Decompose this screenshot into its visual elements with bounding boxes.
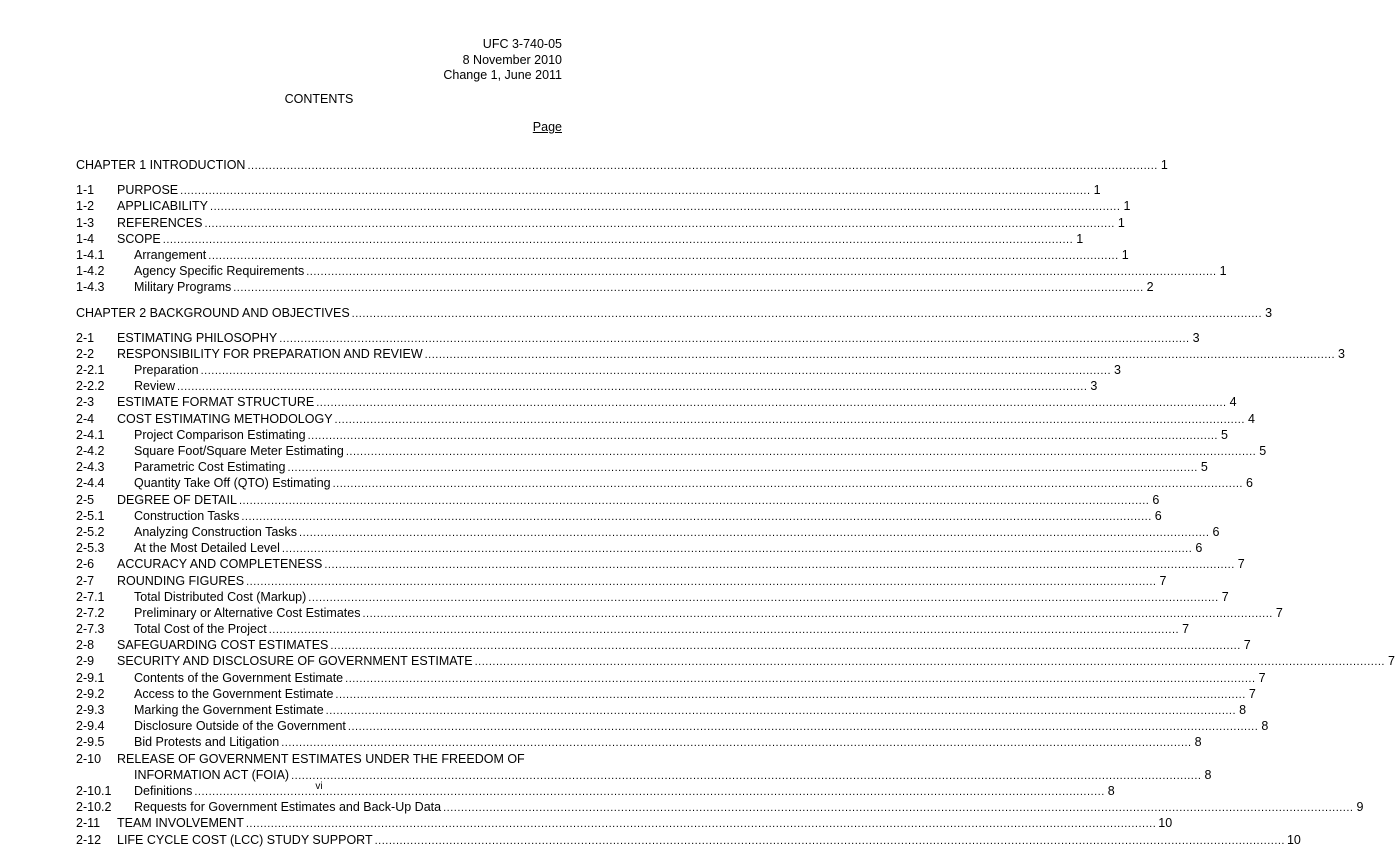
toc-page-number: 3 bbox=[1265, 305, 1273, 320]
dot-leader bbox=[241, 509, 1151, 525]
toc-entry[interactable] bbox=[76, 215, 1125, 231]
toc-section-number: 1-4.2 bbox=[76, 264, 105, 279]
toc-entry[interactable] bbox=[76, 718, 1269, 734]
toc-page-number: 7 bbox=[1388, 654, 1395, 669]
toc-entry-title: Arrangement bbox=[134, 247, 207, 262]
toc-page-number: 5 bbox=[1259, 444, 1267, 458]
toc-page-number: 4 bbox=[1229, 395, 1237, 410]
toc-entry-title: ACCURACY AND COMPLETENESS bbox=[117, 557, 323, 572]
change-notice: Change 1, June 2011 bbox=[443, 68, 562, 82]
toc-entry[interactable] bbox=[76, 475, 1253, 491]
toc-entry-title: CHAPTER 1 INTRODUCTION bbox=[76, 158, 246, 172]
dot-leader bbox=[346, 444, 1256, 460]
toc-section-number: 2-11 bbox=[76, 816, 101, 831]
toc-entry[interactable] bbox=[76, 231, 1084, 247]
toc-entry[interactable] bbox=[76, 832, 1301, 848]
toc-page-number: 4 bbox=[1247, 411, 1255, 426]
toc-section-number: 2-5.1 bbox=[76, 508, 105, 523]
toc-entry-title: Marking the Government Estimate bbox=[134, 703, 324, 717]
toc-entry-title: Preliminary or Alternative Cost Estimates bbox=[134, 605, 361, 620]
toc-entry[interactable] bbox=[76, 589, 1229, 605]
toc-entry-title: Contents of the Government Estimate bbox=[134, 670, 344, 685]
toc-page-number: 7 bbox=[1275, 605, 1283, 620]
toc-page-number: 6 bbox=[1212, 524, 1220, 539]
dot-leader bbox=[299, 525, 1209, 541]
toc-section-number: 2-10.2 bbox=[76, 800, 112, 815]
toc-page-number: 5 bbox=[1200, 460, 1208, 475]
toc-entry[interactable] bbox=[76, 362, 1121, 378]
toc-entry-title: At the Most Detailed Level bbox=[134, 541, 280, 556]
toc-entry[interactable] bbox=[76, 815, 1173, 831]
toc-section-number: 2-10.1 bbox=[76, 783, 112, 798]
toc-section-number: 2-5.3 bbox=[76, 541, 105, 556]
toc-entry[interactable] bbox=[76, 198, 1131, 214]
toc-entry-title: SECURITY AND DISCLOSURE OF GOVERNMENT ESTIMATE bbox=[117, 654, 473, 669]
toc-section-number: 2-2 bbox=[76, 346, 95, 361]
toc-entry-title: RESPONSIBILITY FOR PREPARATION AND REVIEW bbox=[117, 346, 423, 361]
dot-leader bbox=[208, 248, 1118, 264]
dot-leader bbox=[247, 158, 1157, 174]
toc-section-number: 2-5 bbox=[76, 492, 95, 507]
dot-leader bbox=[335, 412, 1245, 428]
document-date: 8 November 2010 bbox=[462, 53, 562, 67]
toc-page-number: 5 bbox=[1221, 427, 1228, 442]
toc-section-number: 2-12 bbox=[76, 832, 102, 847]
toc-entry-title: Requests for Government Estimates and Back-Up Data bbox=[134, 800, 442, 815]
toc-page-number: 9 bbox=[1356, 800, 1364, 815]
toc-section-number: 2-7 bbox=[76, 573, 95, 588]
dot-leader bbox=[308, 428, 1218, 444]
toc-page-number: 7 bbox=[1237, 557, 1245, 572]
toc-entry-title: SAFEGUARDING COST ESTIMATES bbox=[117, 638, 329, 653]
toc-entry[interactable] bbox=[76, 573, 1167, 589]
table-of-contents bbox=[76, 148, 1395, 848]
toc-entry[interactable] bbox=[76, 346, 1345, 362]
toc-entry-title: Bid Protests and Litigation bbox=[134, 735, 280, 750]
dot-leader bbox=[204, 216, 1114, 232]
dot-leader bbox=[233, 280, 1143, 296]
toc-section-number: 2-10 bbox=[76, 751, 102, 766]
toc-section-number: 2-6 bbox=[76, 557, 95, 572]
toc-page-number: 1 bbox=[1076, 231, 1084, 246]
dot-leader bbox=[306, 264, 1216, 280]
toc-entry[interactable] bbox=[76, 751, 562, 767]
toc-entry[interactable] bbox=[76, 637, 1251, 653]
dot-leader bbox=[443, 800, 1353, 816]
dot-leader bbox=[282, 541, 1192, 557]
toc-page-number: 1 bbox=[1093, 183, 1101, 198]
toc-page-number: 1 bbox=[1219, 264, 1227, 279]
dot-leader bbox=[335, 687, 1245, 703]
toc-page-number: 1 bbox=[1121, 247, 1129, 262]
toc-section-number: 1-4.3 bbox=[76, 280, 105, 295]
dot-leader bbox=[210, 199, 1120, 215]
toc-entry-title: Project Comparison Estimating bbox=[134, 427, 306, 442]
toc-page-number: 6 bbox=[1246, 476, 1253, 491]
toc-entry-title: Quantity Take Off (QTO) Estimating bbox=[134, 476, 331, 491]
toc-entry[interactable] bbox=[76, 263, 1227, 279]
toc-entry[interactable] bbox=[76, 686, 1256, 702]
toc-entry[interactable] bbox=[76, 734, 1202, 750]
toc-entry[interactable] bbox=[76, 247, 1129, 263]
dot-leader bbox=[246, 574, 1156, 590]
toc-entry[interactable] bbox=[76, 670, 1266, 686]
toc-entry-title: Military Programs bbox=[134, 280, 232, 295]
toc-entry-title: Construction Tasks bbox=[134, 508, 240, 523]
toc-page-number: 3 bbox=[1192, 330, 1200, 345]
toc-entry[interactable] bbox=[76, 427, 1228, 443]
toc-entry[interactable] bbox=[76, 378, 1098, 394]
toc-entry[interactable] bbox=[76, 605, 1283, 621]
dot-leader bbox=[330, 638, 1240, 654]
toc-section-number: 2-8 bbox=[76, 638, 95, 653]
toc-entry[interactable] bbox=[76, 799, 1364, 815]
dot-leader bbox=[177, 379, 1087, 395]
dot-leader bbox=[375, 833, 1285, 849]
toc-entry-title: Total Distributed Cost (Markup) bbox=[134, 589, 307, 604]
toc-page-number: 3 bbox=[1090, 379, 1098, 394]
toc-entry[interactable] bbox=[76, 279, 1154, 295]
toc-page-number: 10 bbox=[1286, 832, 1301, 847]
toc-chapter-entry[interactable] bbox=[76, 157, 1168, 173]
page-number: vi bbox=[315, 781, 323, 792]
toc-entry-title: Disclosure Outside of the Government bbox=[134, 719, 346, 734]
dot-leader bbox=[362, 606, 1272, 622]
toc-entry-title: Agency Specific Requirements bbox=[134, 264, 305, 279]
toc-section-number: 2-9.3 bbox=[76, 703, 105, 717]
dot-leader bbox=[316, 395, 1226, 411]
toc-entry-title: ROUNDING FIGURES bbox=[117, 573, 245, 588]
toc-entry-title: Preparation bbox=[134, 363, 199, 378]
dot-leader bbox=[201, 363, 1111, 379]
toc-entry-title: TEAM INVOLVEMENT bbox=[117, 816, 244, 831]
toc-entry[interactable] bbox=[76, 492, 1160, 508]
toc-entry[interactable] bbox=[76, 702, 1247, 718]
toc-entry[interactable] bbox=[76, 653, 1395, 669]
toc-entry-title: APPLICABILITY bbox=[117, 199, 209, 214]
toc-page-number: 8 bbox=[1204, 767, 1212, 782]
toc-entry[interactable] bbox=[76, 524, 1220, 540]
toc-page-number: 8 bbox=[1239, 703, 1247, 717]
toc-entry-title: Access to the Government Estimate bbox=[134, 686, 334, 701]
toc-page-number: 6 bbox=[1152, 492, 1160, 507]
toc-section-number: 1-3 bbox=[76, 215, 95, 230]
toc-page-number: 1 bbox=[1123, 199, 1131, 214]
toc-entry-title: CHAPTER 2 BACKGROUND AND OBJECTIVES bbox=[76, 305, 350, 320]
toc-page-number: 1 bbox=[1117, 215, 1125, 230]
toc-entry[interactable] bbox=[76, 556, 1245, 572]
toc-entry-title: Review bbox=[134, 379, 175, 394]
toc-entry-title: LIFE CYCLE COST (LCC) STUDY SUPPORT bbox=[117, 832, 373, 847]
toc-section-number: 2-2.2 bbox=[76, 379, 105, 394]
dot-leader bbox=[279, 331, 1189, 347]
dot-leader bbox=[269, 622, 1179, 638]
page-column-label: Page bbox=[532, 120, 562, 134]
toc-entry[interactable] bbox=[76, 411, 1255, 427]
toc-section-number: 2-4.4 bbox=[76, 476, 105, 491]
dot-leader bbox=[352, 306, 1262, 322]
toc-entry-title: COST ESTIMATING METHODOLOGY bbox=[117, 411, 333, 426]
toc-section-number: 2-4.1 bbox=[76, 427, 105, 442]
toc-section-number: 2-7.2 bbox=[76, 605, 105, 620]
toc-entry[interactable] bbox=[76, 621, 1190, 637]
toc-page-number: 7 bbox=[1221, 589, 1229, 604]
toc-section-number: 2-4.2 bbox=[76, 444, 105, 458]
toc-section-number: 2-9 bbox=[76, 654, 95, 669]
toc-section-number: 2-9.4 bbox=[76, 719, 105, 734]
dot-leader bbox=[281, 735, 1191, 751]
toc-chapter-entry[interactable] bbox=[76, 305, 1273, 321]
dot-leader bbox=[239, 493, 1149, 509]
toc-section-number: 2-7.3 bbox=[76, 622, 105, 637]
toc-section-number: 2-4 bbox=[76, 411, 95, 426]
dot-leader bbox=[326, 703, 1236, 719]
toc-entry-title: PURPOSE bbox=[117, 183, 179, 198]
toc-entry-title: Definitions bbox=[134, 783, 193, 798]
dot-leader bbox=[345, 671, 1255, 687]
dot-leader bbox=[333, 476, 1243, 492]
toc-page-number: 7 bbox=[1243, 638, 1251, 653]
dot-leader bbox=[308, 590, 1218, 606]
toc-entry-title: DEGREE OF DETAIL bbox=[117, 492, 237, 507]
toc-entry[interactable] bbox=[76, 459, 1208, 475]
toc-entry-title: SCOPE bbox=[117, 231, 161, 246]
toc-section-number: 1-2 bbox=[76, 199, 95, 214]
toc-section-number: 2-9.1 bbox=[76, 670, 105, 685]
toc-page-number: 7 bbox=[1182, 622, 1190, 637]
toc-page-number: 10 bbox=[1158, 816, 1173, 831]
dot-leader bbox=[163, 232, 1073, 248]
toc-page-number: 3 bbox=[1338, 346, 1345, 361]
toc-page-number: 7 bbox=[1258, 670, 1266, 685]
toc-section-number: 2-1 bbox=[76, 330, 95, 345]
toc-entry[interactable] bbox=[76, 182, 1101, 198]
toc-section-number: 2-7.1 bbox=[76, 589, 105, 604]
toc-section-number: 1-4.1 bbox=[76, 247, 105, 262]
toc-page-number: 7 bbox=[1159, 573, 1167, 588]
toc-page-number: 3 bbox=[1114, 363, 1121, 378]
toc-entry-title: Square Foot/Square Meter Estimating bbox=[134, 444, 344, 458]
dot-leader bbox=[246, 816, 1156, 832]
dot-leader bbox=[324, 557, 1234, 573]
dot-leader bbox=[348, 719, 1258, 735]
toc-section-number: 2-2.1 bbox=[76, 363, 105, 378]
toc-page-number: 7 bbox=[1248, 686, 1256, 701]
toc-section-number: 2-3 bbox=[76, 395, 95, 410]
toc-entry[interactable] bbox=[76, 394, 1237, 410]
toc-section-number: 1-4 bbox=[76, 231, 95, 246]
toc-page-number: 6 bbox=[1154, 508, 1162, 523]
toc-entry-title: Parametric Cost Estimating bbox=[134, 460, 286, 475]
toc-page-number: 1 bbox=[1160, 158, 1168, 172]
toc-entry-title: RELEASE OF GOVERNMENT ESTIMATES UNDER THE FREEDOM OF bbox=[117, 751, 525, 766]
toc-entry-title: Total Cost of the Project bbox=[134, 622, 267, 637]
toc-section-number: 1-1 bbox=[76, 183, 95, 198]
toc-page-number: 2 bbox=[1146, 280, 1154, 295]
toc-entry-title: ESTIMATING PHILOSOPHY bbox=[117, 330, 278, 345]
dot-leader bbox=[425, 347, 1335, 363]
dot-leader bbox=[180, 183, 1090, 199]
toc-entry[interactable] bbox=[76, 508, 1162, 524]
toc-page-number: 8 bbox=[1194, 735, 1202, 750]
toc-entry-title: Analyzing Construction Tasks bbox=[134, 524, 298, 539]
toc-section-number: 2-9.5 bbox=[76, 735, 105, 750]
toc-entry-title: INFORMATION ACT (FOIA) bbox=[134, 767, 290, 782]
toc-section-number: 2-9.2 bbox=[76, 686, 105, 701]
dot-leader bbox=[475, 654, 1385, 670]
toc-entry-title: REFERENCES bbox=[117, 215, 203, 230]
toc-page-number: 8 bbox=[1107, 783, 1115, 798]
toc-entry[interactable] bbox=[76, 330, 1200, 346]
toc-entry[interactable] bbox=[76, 540, 1203, 556]
document-id: UFC 3-740-05 bbox=[482, 37, 562, 51]
toc-section-number: 2-5.2 bbox=[76, 524, 105, 539]
toc-entry[interactable] bbox=[76, 443, 1267, 459]
page-title: CONTENTS bbox=[284, 92, 354, 106]
toc-section-number: 2-4.3 bbox=[76, 460, 105, 475]
dot-leader bbox=[287, 460, 1197, 476]
toc-entry-title: ESTIMATE FORMAT STRUCTURE bbox=[117, 395, 315, 410]
toc-page-number: 8 bbox=[1261, 719, 1269, 734]
toc-page-number: 6 bbox=[1195, 541, 1203, 556]
